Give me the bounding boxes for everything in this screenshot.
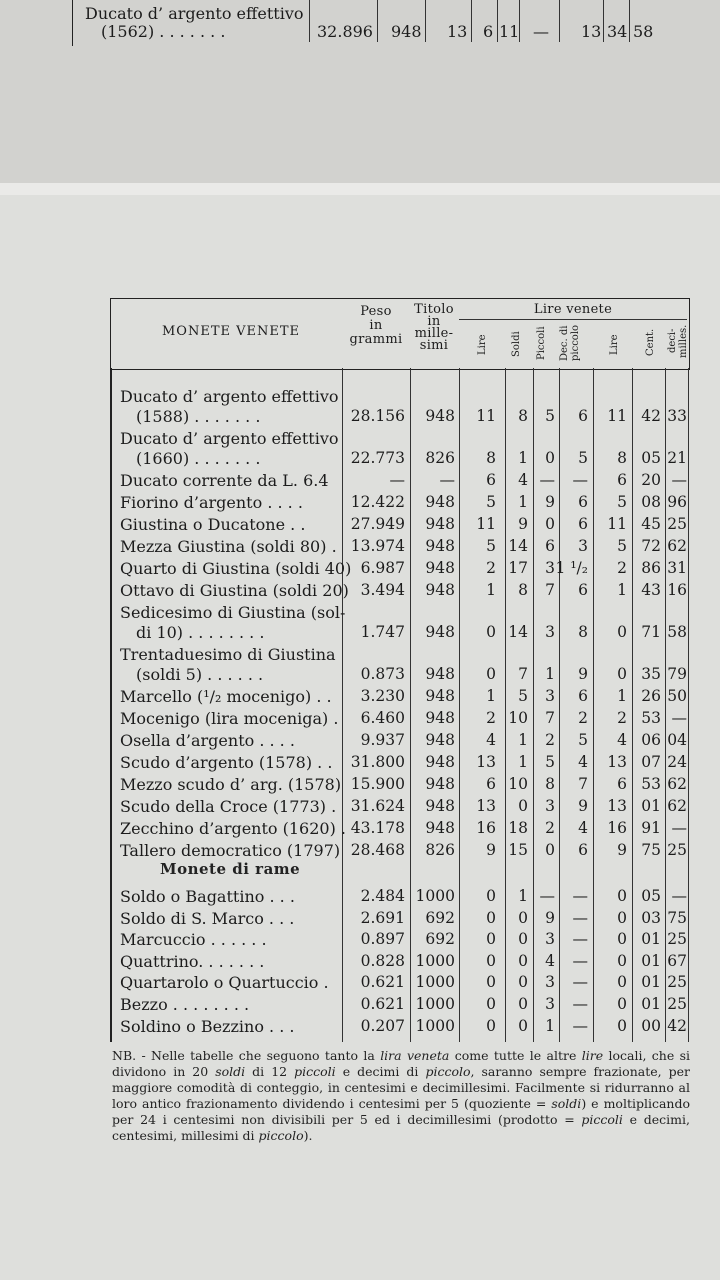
row-lire: 0 bbox=[486, 665, 496, 683]
row-peso: 15.900 bbox=[350, 775, 405, 793]
row-piccoli: 3 bbox=[545, 930, 555, 949]
row-dm: 79 bbox=[667, 665, 687, 683]
table-header bbox=[110, 298, 690, 370]
row-lire: 5 bbox=[486, 493, 496, 511]
row-titolo: 1000 bbox=[415, 951, 455, 970]
row-lire2: 0 bbox=[617, 623, 627, 641]
row-cent: 53 bbox=[641, 775, 661, 793]
row-dec: 2 bbox=[578, 709, 588, 727]
row-lire: 0 bbox=[486, 623, 496, 641]
row-name: Fiorino d’argento . . . . bbox=[120, 493, 303, 512]
row-piccoli: 0 bbox=[545, 449, 555, 467]
row-name: Marcuccio . . . . . . bbox=[120, 930, 267, 950]
row-cent: 45 bbox=[641, 515, 661, 533]
page-gap bbox=[0, 183, 720, 195]
row-dm: 67 bbox=[667, 951, 687, 970]
row-cent: 72 bbox=[641, 537, 661, 555]
row-soldi: 1 bbox=[518, 493, 528, 511]
row-titolo: 1000 bbox=[415, 1016, 455, 1035]
row-cent: 91 bbox=[641, 819, 661, 837]
row-lire: 16 bbox=[476, 819, 496, 837]
row-piccoli: 5 bbox=[545, 753, 555, 771]
row-peso: — bbox=[389, 471, 405, 489]
row-titolo: 1000 bbox=[415, 973, 455, 992]
row-lire2: 0 bbox=[617, 951, 627, 970]
row-dm: 25 bbox=[667, 973, 687, 992]
top-row-peso: 32.896 bbox=[317, 22, 373, 41]
row-titolo: 948 bbox=[425, 731, 455, 749]
row-lire2: 0 bbox=[617, 665, 627, 683]
row-titolo: 948 bbox=[425, 515, 455, 533]
row-soldi: 10 bbox=[508, 709, 528, 727]
row-lire2: 11 bbox=[607, 515, 627, 533]
row-lire2: 0 bbox=[617, 995, 627, 1013]
row-dec: — bbox=[572, 887, 588, 905]
row-dec: 8 bbox=[578, 623, 588, 641]
row-lire: 1 bbox=[486, 581, 496, 599]
row-cent: 26 bbox=[641, 687, 661, 705]
row-dec: 7 bbox=[578, 775, 588, 793]
row-piccoli: — bbox=[539, 471, 555, 489]
row-peso: 12.422 bbox=[350, 493, 405, 511]
row-lire: 0 bbox=[486, 951, 496, 970]
row-dm: 16 bbox=[667, 581, 687, 599]
row-dm: 33 bbox=[667, 407, 687, 425]
row-lire: 4 bbox=[486, 731, 496, 749]
row-cent: 08 bbox=[641, 493, 661, 511]
row-dec: — bbox=[572, 973, 588, 992]
row-cent: 71 bbox=[641, 623, 661, 641]
row-piccoli: 1 bbox=[545, 1016, 555, 1035]
row-piccoli: 4 bbox=[545, 951, 555, 970]
row-soldi: 0 bbox=[518, 951, 528, 970]
row-soldi: 0 bbox=[518, 930, 528, 949]
row-dec: 6 bbox=[578, 407, 588, 425]
row-lire: 0 bbox=[486, 973, 496, 992]
row-lire2: 2 bbox=[617, 559, 627, 577]
row-dec: 6 bbox=[578, 493, 588, 511]
row-cent: 01 bbox=[641, 973, 661, 992]
row-dec: — bbox=[572, 1016, 588, 1035]
row-lire2: 0 bbox=[617, 908, 627, 927]
row-soldi: 0 bbox=[518, 797, 528, 815]
row-lire: 6 bbox=[486, 471, 496, 489]
row-lire: 13 bbox=[476, 797, 496, 815]
row-lire: 11 bbox=[476, 515, 496, 533]
row-name: Mocenigo (lira moceniga) . bbox=[120, 709, 339, 728]
top-row-dec: — bbox=[533, 22, 549, 41]
row-name: Mezza Giustina (soldi 80) . bbox=[120, 537, 337, 556]
row-dec: — bbox=[572, 471, 588, 489]
row-cent: 05 bbox=[641, 887, 661, 905]
row-dm: 50 bbox=[667, 687, 687, 705]
row-name: Soldino o Bezzino . . . bbox=[120, 1016, 295, 1036]
row-piccoli: 3 bbox=[545, 687, 555, 705]
row-dec: 5 bbox=[578, 449, 588, 467]
row-piccoli: 2 bbox=[545, 819, 555, 837]
row-piccoli: 6 bbox=[545, 537, 555, 555]
row-peso: 3.230 bbox=[360, 687, 405, 705]
top-row-soldi: 6 bbox=[483, 22, 494, 41]
row-lire: 0 bbox=[486, 908, 496, 927]
row-piccoli: 2 bbox=[545, 731, 555, 749]
row-soldi: 1 bbox=[518, 449, 528, 467]
row-dm: — bbox=[671, 471, 687, 489]
row-name: Soldo o Bagattino . . . bbox=[120, 887, 295, 906]
row-lire: 8 bbox=[486, 449, 496, 467]
row-dm: — bbox=[671, 887, 687, 905]
row-lire: 13 bbox=[476, 753, 496, 771]
row-cent: 01 bbox=[641, 930, 661, 949]
row-cent: 75 bbox=[641, 841, 661, 859]
row-dm: 96 bbox=[667, 493, 687, 511]
row-titolo: 692 bbox=[425, 908, 455, 927]
top-table-row bbox=[72, 0, 673, 46]
row-name: Ottavo di Giustina (soldi 20) bbox=[120, 581, 349, 600]
row-name: Soldo di S. Marco . . . bbox=[120, 908, 295, 928]
row-name: Osella d’argento . . . . bbox=[120, 731, 295, 750]
row-soldi: 5 bbox=[518, 687, 528, 705]
row-dec: 9 bbox=[578, 665, 588, 683]
row-peso: 27.949 bbox=[350, 515, 405, 533]
row-peso: 9.937 bbox=[360, 731, 405, 749]
row-titolo: 948 bbox=[425, 797, 455, 815]
row-peso: 13.974 bbox=[350, 537, 405, 555]
row-lire2: 13 bbox=[607, 753, 627, 771]
row-cent: 00 bbox=[641, 1016, 661, 1035]
row-soldi: 10 bbox=[508, 775, 528, 793]
row-name: Quattrino. . . . . . . bbox=[120, 951, 265, 971]
row-lire2: 0 bbox=[617, 930, 627, 949]
row-titolo: 692 bbox=[425, 930, 455, 949]
row-lire2: 8 bbox=[617, 449, 627, 467]
row-soldi: 4 bbox=[518, 471, 528, 489]
row-soldi: 17 bbox=[508, 559, 528, 577]
row-lire2: 11 bbox=[607, 407, 627, 425]
row-piccoli: 3 bbox=[545, 623, 555, 641]
row-piccoli: 0 bbox=[545, 841, 555, 859]
row-titolo: — bbox=[439, 471, 455, 489]
row-cent: 03 bbox=[641, 908, 661, 927]
top-row-cent: 34 bbox=[607, 22, 628, 41]
row-peso: 0.621 bbox=[360, 973, 405, 992]
header-peso: Peso in grammi bbox=[349, 304, 403, 347]
row-lire2: 0 bbox=[617, 887, 627, 905]
row-lire: 11 bbox=[476, 407, 496, 425]
previous-page-fragment bbox=[0, 0, 720, 183]
top-row-lire-it: 13 bbox=[581, 22, 602, 41]
row-lire2: 5 bbox=[617, 537, 627, 555]
row-titolo: 948 bbox=[425, 709, 455, 727]
row-name: (soldi 5) . . . . . . bbox=[136, 665, 264, 684]
row-peso: 6.460 bbox=[360, 709, 405, 727]
row-soldi: 9 bbox=[518, 515, 528, 533]
header-cent: Cent. bbox=[645, 328, 656, 356]
row-lire: 5 bbox=[486, 537, 496, 555]
row-dm: 62 bbox=[667, 797, 687, 815]
row-soldi: 14 bbox=[508, 623, 528, 641]
row-soldi: 1 bbox=[518, 887, 528, 905]
row-name: Scudo della Croce (1773) . bbox=[120, 797, 337, 816]
row-lire2: 9 bbox=[617, 841, 627, 859]
row-dec: 6 bbox=[578, 687, 588, 705]
row-dm: 75 bbox=[667, 908, 687, 927]
row-soldi: 0 bbox=[518, 995, 528, 1013]
row-name: Sedicesimo di Giustina (sol- bbox=[120, 603, 346, 622]
row-lire2: 1 bbox=[617, 581, 627, 599]
top-row-decimill: 58 bbox=[633, 22, 654, 41]
row-soldi: 1 bbox=[518, 731, 528, 749]
row-name: Bezzo . . . . . . . . bbox=[120, 995, 250, 1014]
row-piccoli: 1 bbox=[545, 665, 555, 683]
row-titolo: 948 bbox=[425, 581, 455, 599]
header-piccoli: Piccoli bbox=[536, 326, 547, 360]
row-lire: 0 bbox=[486, 1016, 496, 1035]
top-row-titolo: 948 bbox=[391, 22, 422, 41]
row-peso: 1.747 bbox=[360, 623, 405, 641]
row-cent: 05 bbox=[641, 449, 661, 467]
row-cent: 20 bbox=[641, 471, 661, 489]
top-row-lire: 13 bbox=[447, 22, 468, 41]
column-line bbox=[688, 368, 689, 1042]
row-dec: 9 bbox=[578, 797, 588, 815]
row-soldi: 0 bbox=[518, 973, 528, 992]
row-lire: 2 bbox=[486, 709, 496, 727]
row-lire2: 0 bbox=[617, 973, 627, 992]
row-cent: 01 bbox=[641, 797, 661, 815]
row-titolo: 948 bbox=[425, 623, 455, 641]
row-dec: 3 bbox=[578, 537, 588, 555]
row-lire: 1 bbox=[486, 687, 496, 705]
row-lire: 0 bbox=[486, 930, 496, 949]
row-peso: 0.621 bbox=[360, 995, 405, 1013]
row-dec: 1 ¹/₂ bbox=[555, 559, 588, 577]
row-dec: 6 bbox=[578, 841, 588, 859]
row-peso: 28.468 bbox=[350, 841, 405, 859]
row-lire2: 5 bbox=[617, 493, 627, 511]
row-peso: 0.828 bbox=[360, 951, 405, 970]
row-soldi: 7 bbox=[518, 665, 528, 683]
row-peso: 0.897 bbox=[360, 930, 405, 949]
row-name: Quarto di Giustina (soldi 40) bbox=[120, 559, 352, 578]
row-piccoli: 8 bbox=[545, 775, 555, 793]
row-name: Tallero democratico (1797) bbox=[120, 841, 341, 860]
row-titolo: 1000 bbox=[415, 887, 455, 905]
row-lire2: 6 bbox=[617, 775, 627, 793]
row-cent: 07 bbox=[641, 753, 661, 771]
row-name: Quartarolo o Quartuccio . bbox=[120, 973, 329, 993]
row-dm: 25 bbox=[667, 930, 687, 949]
row-titolo: 1000 bbox=[415, 995, 455, 1013]
row-lire: 6 bbox=[486, 775, 496, 793]
row-titolo: 948 bbox=[425, 407, 455, 425]
row-dec: 4 bbox=[578, 819, 588, 837]
header-monete: MONETE VENETE bbox=[161, 324, 301, 339]
row-piccoli: 9 bbox=[545, 908, 555, 927]
footnote: NB. - Nelle tabelle che seguono tanto la lira veneta come tutte le altre lire locali, che si dividono in 20 soldi di 12 piccoli e decimi di piccolo, saranno sempre frazionate, per maggiore comodità di conteggio, in centesimi e decimillesimi. Facilmente si ridurranno al loro antico frazionamento dividendo i centesimi per 5 (quoziente = soldi) e moltiplicando per 24 i centesimi non divisibili per 5 ed i decimillesimi (prodotto = piccoli e decimi, centesimi, millesimi di piccolo). bbox=[112, 1048, 691, 1143]
row-piccoli: 9 bbox=[545, 493, 555, 511]
row-titolo: 826 bbox=[425, 449, 455, 467]
header-lire-2: Lire bbox=[609, 334, 620, 356]
row-name: Ducato corrente da L. 6.4 bbox=[120, 471, 329, 490]
row-name: Trentaduesimo di Giustina bbox=[120, 645, 336, 664]
row-dec: — bbox=[572, 995, 588, 1013]
row-name: Marcello (¹/₂ mocenigo) . . bbox=[120, 687, 332, 706]
row-dm: 42 bbox=[667, 1016, 687, 1035]
column-line bbox=[110, 368, 112, 1042]
row-dm: 04 bbox=[667, 731, 687, 749]
row-dm: 24 bbox=[667, 753, 687, 771]
row-peso: 31.800 bbox=[350, 753, 405, 771]
row-titolo: 948 bbox=[425, 493, 455, 511]
row-piccoli: 3 bbox=[545, 559, 555, 577]
row-peso: 3.494 bbox=[360, 581, 405, 599]
top-row-piccoli: 11 bbox=[499, 22, 520, 41]
row-cent: 86 bbox=[641, 559, 661, 577]
row-dm: 62 bbox=[667, 775, 687, 793]
row-cent: 01 bbox=[641, 951, 661, 970]
row-dec: — bbox=[572, 951, 588, 970]
row-soldi: 14 bbox=[508, 537, 528, 555]
row-dm: 25 bbox=[667, 515, 687, 533]
row-dm: — bbox=[671, 819, 687, 837]
row-dec: — bbox=[572, 908, 588, 927]
row-lire: 2 bbox=[486, 559, 496, 577]
row-name: (1660) . . . . . . . bbox=[136, 449, 261, 468]
row-name: Zecchino d’argento (1620) . bbox=[120, 819, 347, 838]
row-piccoli: 3 bbox=[545, 797, 555, 815]
row-piccoli: 3 bbox=[545, 973, 555, 992]
row-lire2: 2 bbox=[617, 709, 627, 727]
row-piccoli: 5 bbox=[545, 407, 555, 425]
row-lire: 9 bbox=[486, 841, 496, 859]
row-dec: — bbox=[572, 930, 588, 949]
row-peso: 31.624 bbox=[350, 797, 405, 815]
row-soldi: 0 bbox=[518, 908, 528, 927]
row-piccoli: 7 bbox=[545, 581, 555, 599]
row-name: (1588) . . . . . . . bbox=[136, 407, 261, 426]
row-dm: 31 bbox=[667, 559, 687, 577]
row-dec: 5 bbox=[578, 731, 588, 749]
row-dec: 4 bbox=[578, 753, 588, 771]
row-dec: 6 bbox=[578, 581, 588, 599]
row-peso: 0.873 bbox=[360, 665, 405, 683]
row-peso: 28.156 bbox=[350, 407, 405, 425]
row-dm: 21 bbox=[667, 449, 687, 467]
row-peso: 2.484 bbox=[360, 887, 405, 905]
row-cent: 42 bbox=[641, 407, 661, 425]
row-dm: 25 bbox=[667, 841, 687, 859]
header-titolo: Titolo in mille- simi bbox=[414, 302, 454, 353]
row-soldi: 1 bbox=[518, 753, 528, 771]
row-lire2: 0 bbox=[617, 1016, 627, 1035]
row-soldi: 0 bbox=[518, 1016, 528, 1035]
header-lire-venete: Lire venete bbox=[533, 302, 613, 317]
row-peso: 6.987 bbox=[360, 559, 405, 577]
row-dm: — bbox=[671, 709, 687, 727]
row-peso: 43.178 bbox=[350, 819, 405, 837]
row-peso: 0.207 bbox=[360, 1016, 405, 1035]
row-peso: 2.691 bbox=[360, 908, 405, 927]
row-titolo: 948 bbox=[425, 537, 455, 555]
row-cent: 06 bbox=[641, 731, 661, 749]
row-lire2: 13 bbox=[607, 797, 627, 815]
row-lire: 0 bbox=[486, 887, 496, 905]
top-row-name-line1: Ducato d’ argento effettivo bbox=[85, 4, 304, 23]
row-titolo: 826 bbox=[425, 841, 455, 859]
row-piccoli: 7 bbox=[545, 709, 555, 727]
row-titolo: 948 bbox=[425, 819, 455, 837]
row-cent: 01 bbox=[641, 995, 661, 1013]
row-name: Ducato d’ argento effettivo bbox=[120, 387, 339, 406]
header-dec-piccolo: Dec. di piccolo bbox=[559, 324, 581, 362]
row-titolo: 948 bbox=[425, 687, 455, 705]
row-cent: 35 bbox=[641, 665, 661, 683]
row-piccoli: 3 bbox=[545, 995, 555, 1013]
row-lire2: 1 bbox=[617, 687, 627, 705]
row-lire2: 4 bbox=[617, 731, 627, 749]
row-titolo: 948 bbox=[425, 775, 455, 793]
header-decimill: deci-milles. bbox=[667, 324, 689, 358]
row-soldi: 8 bbox=[518, 581, 528, 599]
row-peso: 22.773 bbox=[350, 449, 405, 467]
row-titolo: 948 bbox=[425, 559, 455, 577]
row-titolo: 948 bbox=[425, 753, 455, 771]
row-lire2: 6 bbox=[617, 471, 627, 489]
row-dm: 62 bbox=[667, 537, 687, 555]
row-lire2: 16 bbox=[607, 819, 627, 837]
row-piccoli: 0 bbox=[545, 515, 555, 533]
row-titolo: 948 bbox=[425, 665, 455, 683]
row-dm: 25 bbox=[667, 995, 687, 1013]
row-name: Scudo d’argento (1578) . . bbox=[120, 753, 333, 772]
row-dec: 6 bbox=[578, 515, 588, 533]
row-cent: 53 bbox=[641, 709, 661, 727]
section-monete-di-rame: Monete di rame bbox=[160, 860, 301, 878]
row-lire: 0 bbox=[486, 995, 496, 1013]
row-piccoli: — bbox=[539, 887, 555, 905]
top-row-name-line2: (1562) . . . . . . . bbox=[101, 22, 226, 41]
row-name: Mezzo scudo d’ arg. (1578) bbox=[120, 775, 342, 794]
header-lire: Lire bbox=[477, 334, 488, 356]
row-soldi: 18 bbox=[508, 819, 528, 837]
row-name: Ducato d’ argento effettivo bbox=[120, 429, 339, 448]
header-soldi: Soldi bbox=[511, 331, 522, 357]
row-dm: 58 bbox=[667, 623, 687, 641]
row-soldi: 8 bbox=[518, 407, 528, 425]
row-name: di 10) . . . . . . . . bbox=[136, 623, 265, 642]
row-name: Giustina o Ducatone . . bbox=[120, 515, 306, 534]
row-soldi: 15 bbox=[508, 841, 528, 859]
row-cent: 43 bbox=[641, 581, 661, 599]
